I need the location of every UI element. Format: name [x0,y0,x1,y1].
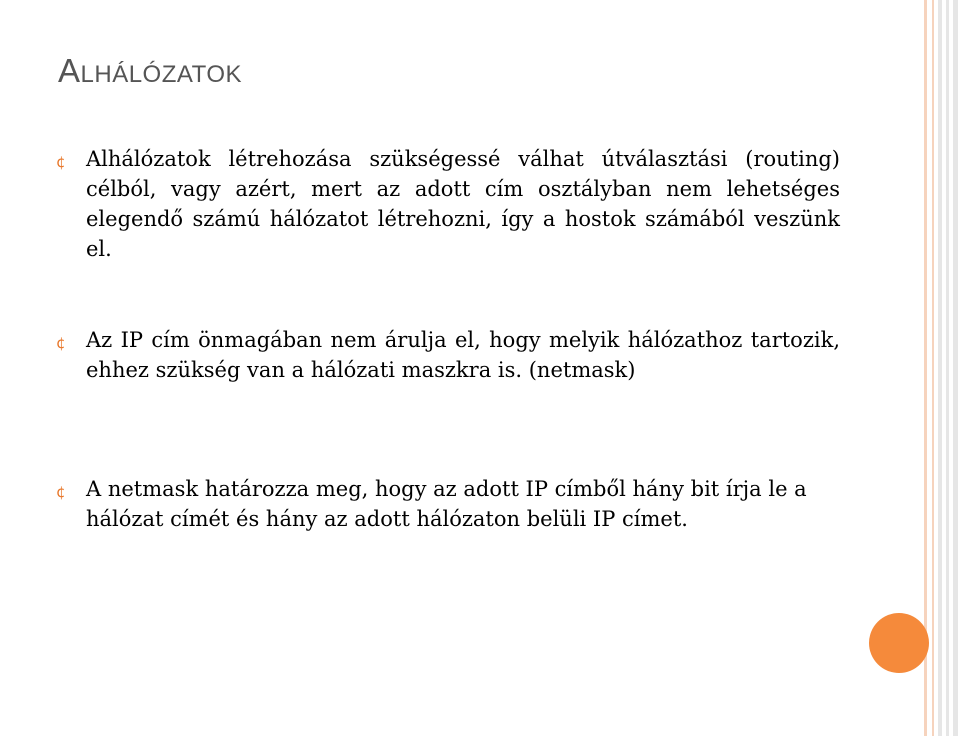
decorative-stripe [932,0,934,736]
bullet-item [56,474,840,534]
bullet-item [56,144,840,264]
bullet-icon: ¢ [56,334,66,352]
bullet-item [56,325,840,385]
bullet-icon: ¢ [56,153,66,171]
decorative-stripe [946,0,949,736]
title-rest: LHÁLÓZATOK [80,61,243,88]
decorative-stripe [938,0,942,736]
bullet-text: A netmask határozza meg, hogy az adott IP címből hány bit írja le a hálózat címét és hány az adott hálózaton belüli IP címet. [86,477,807,531]
decorative-stripe [924,0,927,736]
title-first-letter: A [58,52,81,89]
decorative-circle [869,613,929,673]
decorative-stripe [953,0,958,736]
bullet-text: Az IP cím önmagában nem árulja el, hogy melyik hálózathoz tartozik, ehhez szükség van a hálózati maszkra is. (netmask) [86,328,840,382]
bullet-icon: ¢ [56,483,66,501]
slide-title [58,52,242,90]
bullet-text: Alhálózatok létrehozása szükségessé válhat útválasztási (routing) célból, vagy azért, mert az adott cím osztályban nem lehetséges elegendő számú hálózatot létrehozni, így a hostok számából veszünk el. [86,147,840,261]
